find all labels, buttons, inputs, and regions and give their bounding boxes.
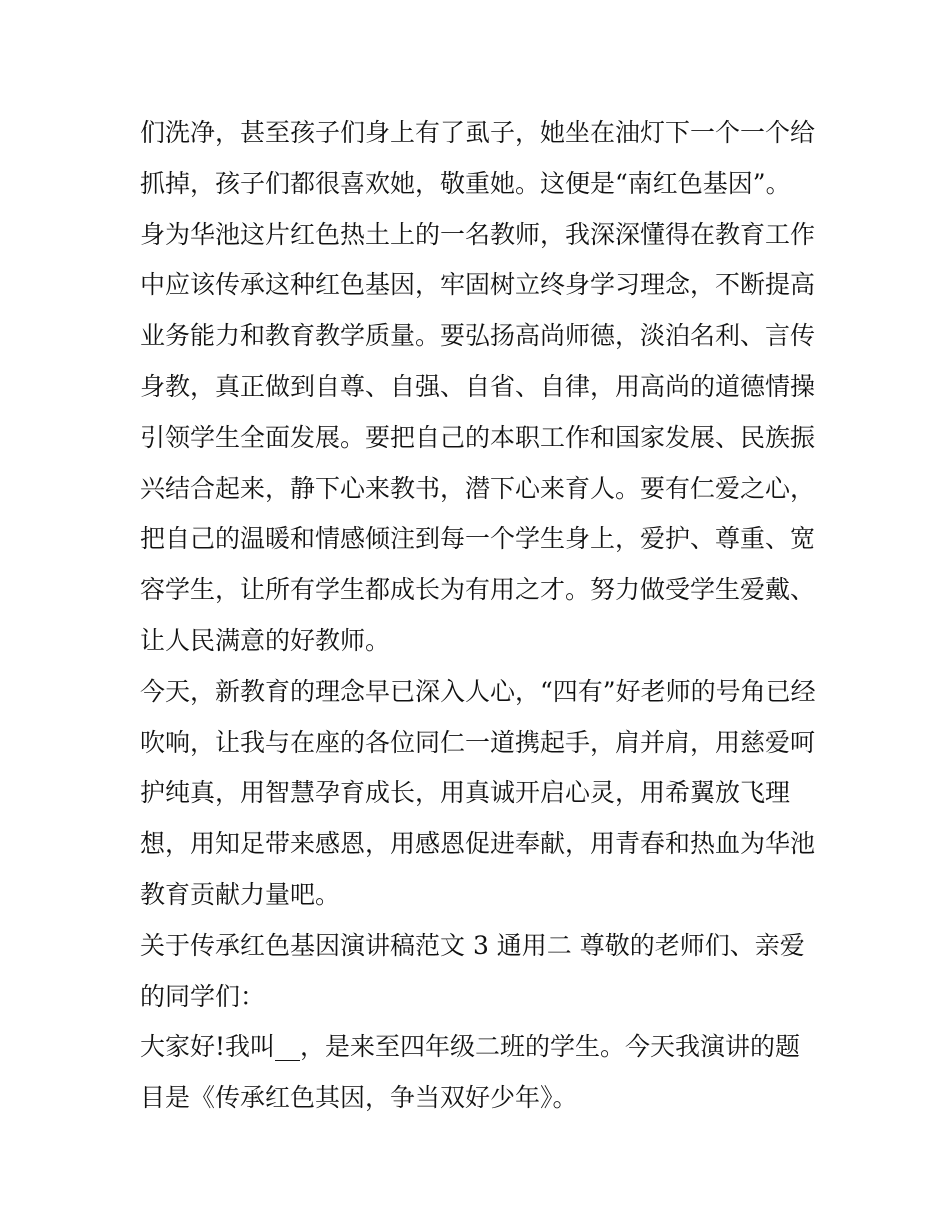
document-body — [140, 108, 820, 1124]
text-line: 容学生，让所有学生都成长为有用之才。努力做受学生爱戴、 — [140, 575, 816, 605]
text-line: 身教，真正做到自尊、自强、自省、自律，用高尚的道德情操 — [140, 371, 816, 401]
text-line: 抓掉，孩子们都很喜欢她，敬重她。这便是“南红色基因”。 — [140, 168, 791, 198]
text-line: 教育贡献力量吧。 — [140, 879, 341, 909]
text-line: 们洗净，甚至孩子们身上有了虱子，她坐在油灯下一个一个给 — [140, 118, 816, 147]
text-line: 身为华池这片红色热土上的一名教师，我深深懂得在教育工作 — [140, 219, 816, 249]
text-line: 今天，新教育的理念早已深入人心，“四有”好老师的号角已经 — [140, 676, 816, 706]
text-line: 中应该传承这种红色基因，牢固树立终身学习理念，不断提高 — [140, 270, 816, 300]
text-line: 目是《传承红色其因，争当双好少年》。 — [140, 1083, 578, 1113]
text-line: 护纯真，用智慧孕育成长，用真诚开启心灵，用希翼放飞理 — [140, 778, 791, 808]
text-line: 业务能力和教育教学质量。要弘扬高尚师德，淡泊名利、言传 — [140, 321, 816, 351]
text-line: 想，用知足带来感恩，用感恩促进奉献，用青春和热血为华池 — [140, 829, 816, 859]
text-line: 兴结合起来，静下心来教书，潜下心来育人。要有仁爱之心， — [140, 473, 816, 503]
text-line: 把自己的温暖和情感倾注到每一个学生身上，爱护、尊重、宽 — [140, 524, 816, 554]
text-line: 关于传承红色基因演讲稿范文 3 通用二 尊敬的老师们、亲爱 — [140, 930, 805, 960]
text-line: 引领学生全面发展。要把自己的本职工作和国家发展、民族振 — [140, 422, 816, 452]
text-line: 让人民满意的好教师。 — [140, 625, 391, 655]
text-line: 的同学们： — [140, 981, 266, 1011]
text-line: 吹响，让我与在座的各位同仁一道携起手，肩并肩，用慈爱呵 — [140, 727, 816, 757]
text-line: 大家好!我叫__，是来至四年级二班的学生。今天我演讲的题 — [140, 1032, 801, 1062]
